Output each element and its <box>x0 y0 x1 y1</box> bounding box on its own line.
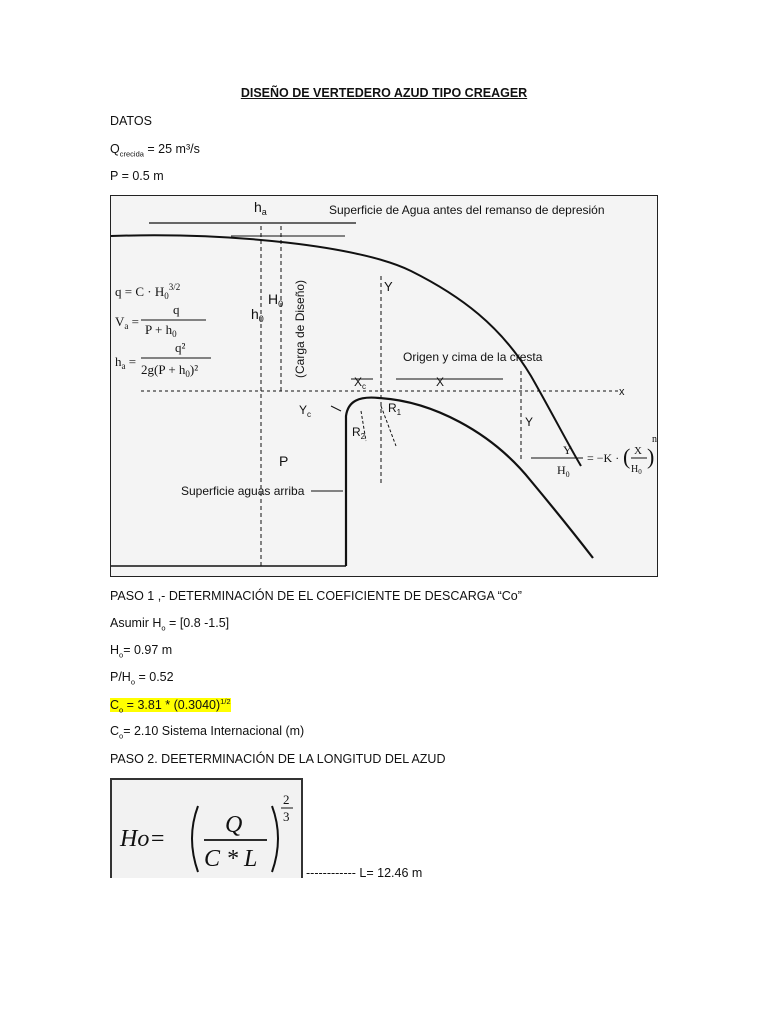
q-value: = 25 m³/s <box>143 142 200 156</box>
svg-text:q²: q² <box>175 340 186 355</box>
weir-diagram <box>110 195 658 577</box>
asumir-line <box>110 616 229 633</box>
svg-text:): ) <box>647 444 655 469</box>
svg-text:H0: $H_0$ <box>631 464 642 476</box>
label-origen-cresta: Origen y cima de la cresta <box>403 350 543 364</box>
asumir-prefix: Asumir H <box>110 616 162 630</box>
label-superficie-antes: Superficie de Agua antes del remanso de depresión <box>329 203 605 217</box>
svg-text:2g(P + h0)²: $2g(P + h_0)^2$ <box>141 362 199 379</box>
svg-text:Yc: $Y_c$ <box>299 403 312 419</box>
q-crecida-line <box>110 142 200 159</box>
formula-ho-lhs: Ho= <box>120 826 166 852</box>
ho-value: = 0.97 m <box>123 643 173 657</box>
asumir-sub: o <box>161 623 166 633</box>
svg-text:3: 3 <box>283 809 290 824</box>
svg-text:h0: $h_0$ <box>251 306 264 324</box>
svg-text:Y: Y <box>525 415 534 429</box>
svg-text:ha: $h_a$ <box>254 199 267 217</box>
co-formula-highlight <box>110 697 231 715</box>
co-formula-prefix: C <box>110 698 120 713</box>
p-ho-value: = 0.52 <box>135 670 174 684</box>
co-formula-sup: 1/2 <box>220 697 231 706</box>
svg-text:Y: Y <box>384 279 393 294</box>
datos-heading: DATOS <box>110 114 152 128</box>
svg-text:X: X <box>634 445 642 457</box>
co-formula-sub: o <box>119 705 124 715</box>
svg-text:Xc: $X_c$ <box>354 375 367 391</box>
svg-text:X: X <box>436 375 445 389</box>
formula-ho-den: C * L <box>204 846 258 872</box>
page-title: DISEÑO DE VERTEDERO AZUD TIPO CREAGER <box>240 86 528 100</box>
q-sub: crecida <box>119 149 144 159</box>
p-ho-sub: o <box>130 677 136 687</box>
label-carga-diseno: (Carga de Diseño) <box>293 279 307 378</box>
svg-text:P + h0: $P + h_0$ <box>145 322 177 339</box>
svg-text:ha =: $h_a$ = <box>115 354 137 371</box>
paso2-heading: PASO 2. DEETERMINACIÓN DE LA LONGITUD DEL AZUD <box>110 752 446 766</box>
formula-ho-svg <box>112 780 303 878</box>
svg-text:q = C · H03/2: $q = C \cdot H_0^{3/2}$ <box>115 282 181 301</box>
ho-sub: o <box>119 650 124 660</box>
svg-text:H0: $H_0$ <box>557 463 570 479</box>
ho-line <box>110 643 172 660</box>
svg-text:2: 2 <box>283 792 290 807</box>
svg-text:x: x <box>619 386 625 398</box>
svg-text:(: ( <box>623 444 631 469</box>
weir-diagram-svg <box>111 196 658 577</box>
svg-text:= −K ·: = −K · <box>587 451 620 465</box>
svg-text:q: q <box>173 302 180 317</box>
svg-text:Va =: $V_a$ = <box>115 314 139 331</box>
svg-text:H0: $H_0$ <box>268 291 284 309</box>
label-superficie-arriba: Superficie aguas arriba <box>181 484 305 498</box>
formula-ho-num: Q <box>225 812 243 838</box>
q-symbol: Q <box>110 142 120 156</box>
svg-text:Y: Y <box>563 443 572 457</box>
l-result: ------------ L= 12.46 m <box>306 866 423 880</box>
co-formula-line <box>110 697 231 715</box>
formula-ho-image <box>110 778 303 878</box>
co-value-line <box>110 724 304 741</box>
svg-text:n: n <box>652 434 657 445</box>
paso1-heading: PASO 1 ,- DETERMINACIÓN DE EL COEFICIENTE DE DESCARGA “Co” <box>110 589 522 603</box>
svg-text:R1: $R_1$ <box>388 401 402 417</box>
co-value-prefix: C <box>110 724 120 738</box>
p-ho-prefix: P/H <box>110 670 131 684</box>
co-formula-value: = 3.81 * (0.3040) <box>123 698 221 713</box>
co-value-sub: o <box>119 731 124 741</box>
p-ho-line <box>110 670 174 687</box>
svg-text:R2: $R_2$ <box>352 425 366 441</box>
svg-text:P: P <box>279 453 289 469</box>
co-value-text: = 2.10 Sistema Internacional (m) <box>123 724 305 738</box>
ho-prefix: H <box>110 643 120 657</box>
p-value-line: P = 0.5 m <box>110 169 164 183</box>
asumir-value: = [0.8 -1.5] <box>165 616 230 630</box>
